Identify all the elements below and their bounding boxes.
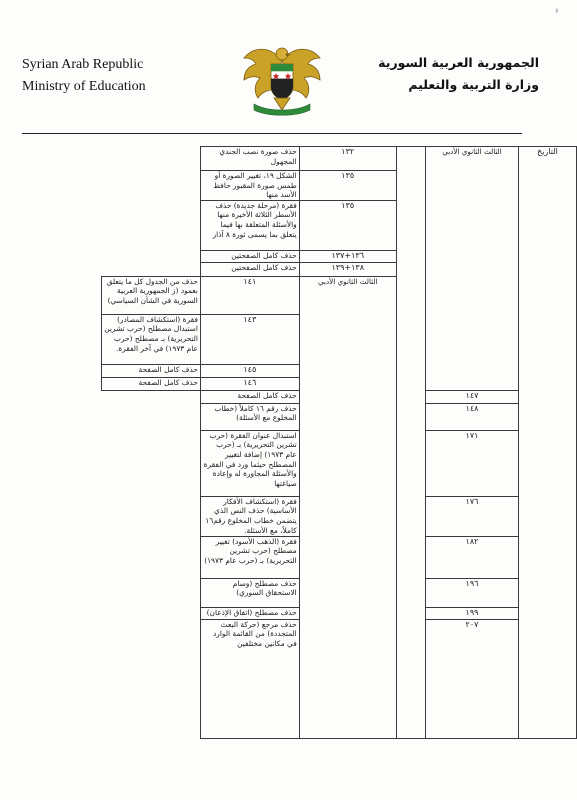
- arabic-letterhead: [378, 52, 539, 96]
- grade-cell: الثالث الثانوي الأدبي: [299, 276, 396, 738]
- page-number-cell: ١٣٦+١٣٧: [299, 250, 396, 262]
- description-cell: حذف مرجع (حركة البعث المتجددة) من القائمة الوارد في مكانين مختلفين: [200, 619, 299, 738]
- subject-cell: التاريخ: [518, 147, 576, 739]
- description-cell: فقرة (الذهب الأسود) تغيير مصطلح (حرب تشرين التحريرية) بـ (حرب عام ١٩٧٣): [200, 536, 299, 578]
- grade-cell: الثالث الثانوي الأدبي: [426, 147, 519, 391]
- description-cell: فقرة (مرحلة جديدة) حذف الأسطر الثلاثة الأخيرة منها والأسئلة المتعلقة بها فيما يتعلق بما يسمى ثورة ٨ آذار: [200, 200, 299, 250]
- description-cell: حذف رقم ١٦ كاملاً (خطاب المخلوع مع الأسئلة): [200, 403, 299, 430]
- description-cell: حذف كامل الصفحتين: [200, 262, 299, 276]
- page-number-cell: ٢٠٧: [426, 619, 519, 738]
- page-number-cell: ١٩٩: [426, 607, 519, 619]
- description-cell: حذف كامل الصفحة: [102, 377, 201, 390]
- page-number-cell: ١٤٣: [200, 314, 299, 364]
- description-cell: حذف كامل الصفحة: [200, 390, 299, 403]
- description-cell: فقرة (استكشاف الأفكار الأساسية) حذف النص الذي يتضمن خطاب المخلوع رقم١٦ كاملاً، مع الأسئلة.: [200, 496, 299, 536]
- english-letterhead: [22, 54, 146, 98]
- page-number-cell: ١٣٥: [299, 200, 396, 250]
- header-divider: [22, 133, 522, 134]
- page-number-cell: ١٣٥: [299, 171, 396, 201]
- page-number-cell: ١٧٦: [426, 496, 519, 536]
- page-number-cell: ١٤٧: [426, 390, 519, 403]
- page-number-cell: ١٧١: [426, 430, 519, 496]
- page-number-cell: ١٩٦: [426, 578, 519, 607]
- description-cell: حذف مصطلح (وسام الاستحقاق السوري): [200, 578, 299, 607]
- page-number-cell: ١٤٨: [426, 403, 519, 430]
- page-number-cell: ١٤١: [200, 276, 299, 314]
- deletions-table: [101, 146, 577, 739]
- syrian-eagle-emblem-icon: [238, 40, 326, 118]
- table-row: [102, 147, 577, 171]
- page-number-cell: ١٣٨+١٣٩: [299, 262, 396, 276]
- corner-mark: ء: [555, 6, 560, 16]
- english-ministry-name: Ministry of Education: [22, 79, 146, 94]
- description-cell: حذف صورة نصب الجندي المجهول: [200, 147, 299, 171]
- arabic-country-name: الجمهورية العربية السورية: [378, 55, 539, 70]
- blank-column: [396, 147, 425, 739]
- description-cell: حذف مصطلح (اتفاق الإذعان): [200, 607, 299, 619]
- description-cell: الشكل ١٩، تغيير الصورة أو طمس صورة المقبور حافظ الأسد منها: [200, 171, 299, 201]
- page-number-cell: ١٣٢: [299, 147, 396, 171]
- description-cell: حذف من الجدول كل ما يتعلق بعمود (ز الجمهورية العربية السورية في الشأن السياسي): [102, 276, 201, 314]
- page-number-cell: ١٤٦: [200, 377, 299, 390]
- english-country-name: Syrian Arab Republic: [22, 57, 144, 72]
- page-number-cell: ١٨٢: [426, 536, 519, 578]
- description-cell: فقرة (استكشاف المصادر) استبدال مصطلح (حرب تشرين التحريرية) بـ مصطلح (حرب عام ١٩٧٣) في آخر الفقرة.: [102, 314, 201, 364]
- description-cell: استبدال عنوان الفقرة (حرب تشرين التحريرية) بـ (حرب عام ١٩٧٣) إضافة لتغيير المصطلح حيثما ورد في الفقرة والأسئلة المجاورة له وإعادة صياغتها: [200, 430, 299, 496]
- arabic-ministry-name: وزارة التربية والتعليم: [408, 77, 539, 92]
- description-cell: حذف كامل الصفحة: [102, 364, 201, 377]
- description-cell: حذف كامل الصفحتين: [200, 250, 299, 262]
- page-number-cell: ١٤٥: [200, 364, 299, 377]
